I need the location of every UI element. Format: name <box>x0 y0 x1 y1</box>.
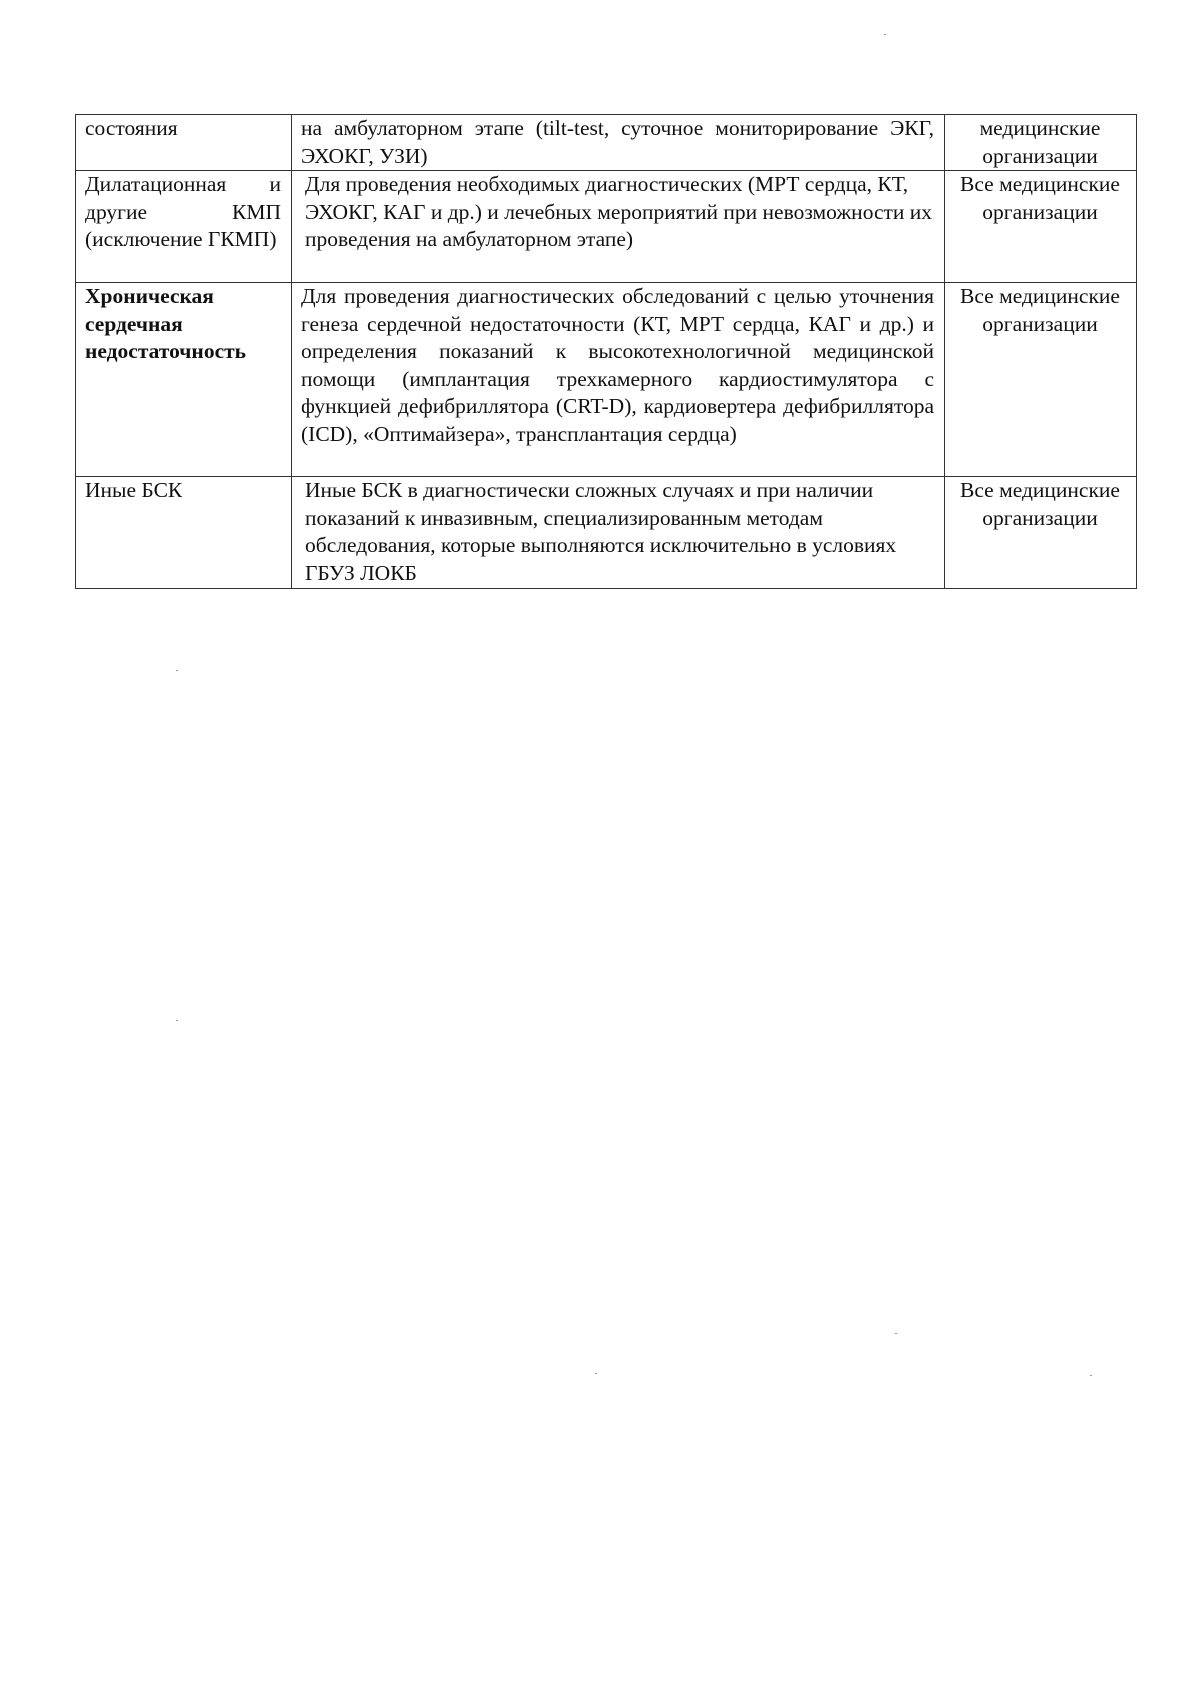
table-row <box>76 477 1137 589</box>
organizations-cell <box>945 477 1137 589</box>
indication-text: Иные БСК в диагностически сложных случаях и при наличии показаний к инвазивным, специализированным методам обследования, которые выполняются исключительно в условиях ГБУЗ ЛОКБ <box>305 478 897 585</box>
indication-text: Для проведения диагностических обследований с целью уточнения генеза сердечной недостаточности (КТ, МРТ сердца, КАГ и др.) и определения показаний к высокотехнологичной медицинской помощи (имплантация трехкамерного кардиостимулятора с функцией дефибриллятора (CRT-D), кардиовертера дефибриллятора (ICD), «Оптимайзера», трансплантация сердца) <box>301 284 934 446</box>
indication-text: Для проведения необходимых диагностических (МРТ сердца, КТ, ЭХОКГ, КАГ и др.) и лечебных мероприятий при невозможности их проведения на амбулаторном этапе) <box>305 172 933 251</box>
indication-cell <box>292 115 945 171</box>
condition-text: состояния <box>85 116 178 140</box>
scan-speck <box>895 1333 897 1334</box>
indication-text: на амбулаторном этапе (tilt-test, суточное мониторирование ЭКГ, ЭХОКГ, УЗИ) <box>301 116 934 168</box>
scan-speck <box>595 1373 597 1374</box>
table-row <box>76 115 1137 171</box>
organizations-cell <box>945 171 1137 283</box>
scan-speck <box>176 1020 178 1021</box>
condition-text: Иные БСК <box>85 478 183 502</box>
organizations-text: Все медицинские организации <box>960 284 1120 336</box>
table-row <box>76 283 1137 477</box>
condition-cell <box>76 477 292 589</box>
condition-cell <box>76 283 292 477</box>
table-row <box>76 171 1137 283</box>
organizations-cell <box>945 115 1137 171</box>
scan-speck <box>884 34 886 35</box>
organizations-text: медицинские организации <box>979 116 1101 168</box>
indication-cell <box>292 477 945 589</box>
scan-speck <box>176 670 178 671</box>
organizations-text: Все медицинские организации <box>960 478 1120 530</box>
referral-table <box>75 114 1137 589</box>
condition-cell <box>76 115 292 171</box>
indication-cell <box>292 283 945 477</box>
condition-text: Дилатационная и другие КМП (исключение ГКМП) <box>85 172 281 251</box>
organizations-text: Все медицинские организации <box>960 172 1120 224</box>
organizations-cell <box>945 283 1137 477</box>
scan-speck <box>1090 1375 1092 1376</box>
condition-cell <box>76 171 292 283</box>
indication-cell <box>292 171 945 283</box>
condition-text: Хроническая сердечная недостаточность <box>85 284 247 363</box>
